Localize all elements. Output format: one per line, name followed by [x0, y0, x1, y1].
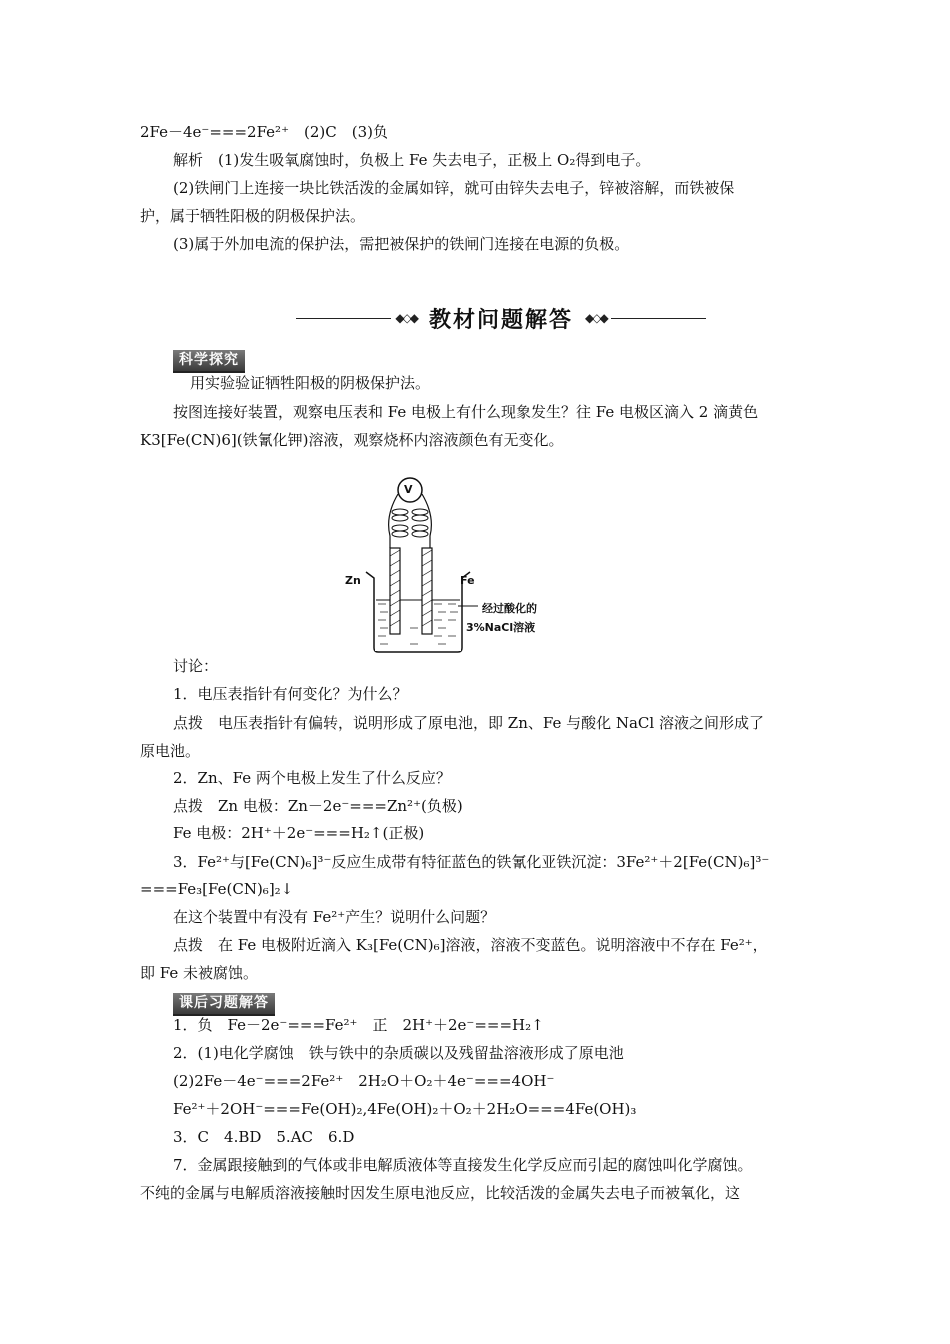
analysis-line: 护，属于牺牲阳极的阴极保护法。 — [140, 207, 366, 225]
zn-electrode-label: Zn — [345, 574, 361, 587]
answer: Fe 电极：2H⁺＋2e⁻===H₂↑(正极) — [173, 824, 425, 842]
analysis-line: (3)属于外加电流的保护法，需把被保护的铁闸门连接在电源的负极。 — [173, 235, 630, 253]
analysis-line: 解析 (1)发生吸氧腐蚀时，负极上 Fe 失去电子，正极上 O₂得到电子。 — [173, 151, 651, 169]
answer: 点拨 Zn 电极：Zn－2e⁻===Zn²⁺(负极) — [173, 797, 463, 815]
answer-line: 2Fe－4e⁻===2Fe²⁺ (2)C (3)负 — [140, 123, 388, 141]
homework-tag: 课后习题解答 — [173, 993, 275, 1016]
homework-answer: 2．(1)电化学腐蚀 铁与铁中的杂质碳以及残留盐溶液形成了原电池 — [173, 1044, 624, 1062]
analysis-line: (2)铁闸门上连接一块比铁活泼的金属如锌，就可由锌失去电子，锌被溶解，而铁被保 — [173, 179, 735, 197]
homework-answer: 不纯的金属与电解质溶液接触时因发生原电池反应，比较活泼的金属失去电子而被氧化，这 — [140, 1184, 741, 1202]
section-heading — [296, 300, 706, 336]
question: 3．Fe²⁺与[Fe(CN)₆]³⁻反应生成带有特征蓝色的铁氰化亚铁沉淀：3Fe²⁺＋2[Fe(CN)₆]³⁻ — [173, 853, 770, 871]
solution-label: 3%NaCl溶液 — [466, 621, 536, 634]
question: ===Fe₃[Fe(CN)₆]₂↓ — [140, 880, 294, 898]
divider — [611, 318, 706, 319]
divider — [296, 318, 391, 319]
homework-answer: 7．金属跟接触到的气体或非电解质液体等直接发生化学反应而引起的腐蚀叫化学腐蚀。 — [173, 1156, 753, 1174]
solution-label: 经过酸化的 — [482, 602, 537, 615]
experiment-intro: 用实验验证牺牲阳极的阴极保护法。 — [190, 374, 431, 392]
experiment-step: K3[Fe(CN)6](铁氰化钾)溶液，观察烧杯内溶液颜色有无变化。 — [140, 431, 564, 449]
homework-answer: 1．负 Fe－2e⁻===Fe²⁺ 正 2H⁺＋2e⁻===H₂↑ — [173, 1016, 544, 1034]
answer: 点拨 在 Fe 电极附近滴入 K₃[Fe(CN)₆]溶液，溶液不变蓝色。说明溶液中不存在 Fe²⁺， — [173, 936, 768, 954]
homework-answer: 3．C 4.BD 5.AC 6.D — [173, 1128, 355, 1146]
answer: 点拨 电压表指针有偏转，说明形成了原电池，即 Zn、Fe 与酸化 NaCl 溶液之间形成了 — [173, 714, 764, 732]
ornament-icon: ◆◇◆ — [585, 311, 607, 325]
experiment-step: 按图连接好装置，观察电压表和 Fe 电极上有什么现象发生？往 Fe 电极区滴入 2 滴黄色 — [173, 403, 759, 421]
fe-electrode-label: Fe — [460, 574, 475, 587]
science-inquiry-tag: 科学探究 — [173, 350, 245, 373]
apparatus-figure — [330, 476, 560, 656]
discussion-label: 讨论： — [173, 657, 219, 675]
homework-answer: Fe²⁺＋2OH⁻===Fe(OH)₂,4Fe(OH)₂＋O₂＋2H₂O===4Fe(OH)₃ — [173, 1100, 637, 1118]
voltmeter-label: V — [404, 483, 413, 496]
section-title: 教材问题解答 — [429, 307, 574, 333]
question: 在这个装置中有没有 Fe²⁺产生？说明什么问题？ — [173, 908, 496, 926]
question: 1．电压表指针有何变化？为什么？ — [173, 685, 408, 703]
answer: 即 Fe 未被腐蚀。 — [140, 964, 259, 982]
homework-answer: (2)2Fe－4e⁻===2Fe²⁺ 2H₂O＋O₂＋4e⁻===4OH⁻ — [173, 1072, 555, 1090]
ornament-icon: ◆◇◆ — [395, 311, 417, 325]
question: 2．Zn、Fe 两个电极上发生了什么反应？ — [173, 769, 451, 787]
answer: 原电池。 — [140, 742, 201, 760]
